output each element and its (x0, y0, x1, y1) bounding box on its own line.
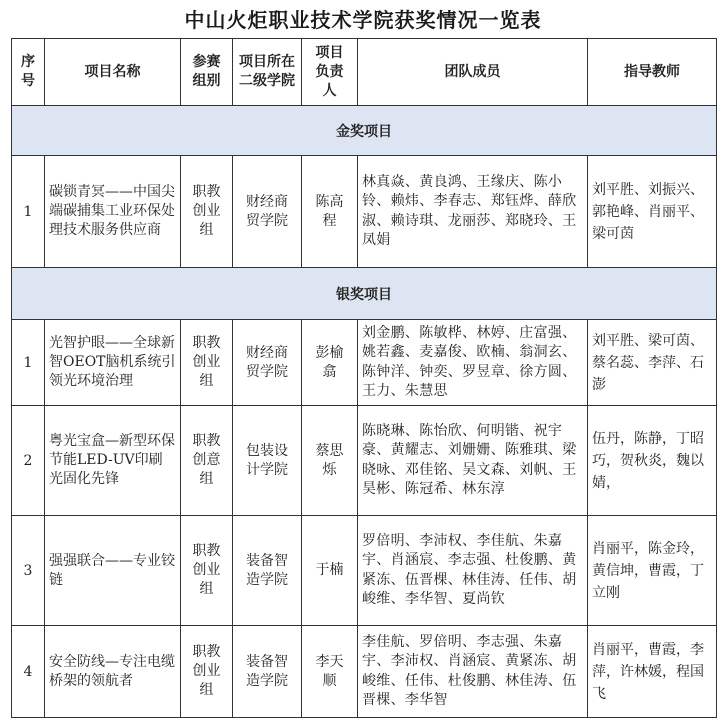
cell-project: 安全防线—专注电缆桥架的领航者 (45, 626, 181, 718)
cell-mentor: 肖丽平，陈金玲，黄信坤，曹霞，丁立刚 (588, 516, 717, 626)
table-row (12, 406, 717, 516)
cell-group: 职教创业组 (181, 516, 233, 626)
table-row (12, 516, 717, 626)
cell-members: 李佳航、罗倍明、李志强、朱嘉宇、李沛权、肖涵宸、黄紧冻、胡峻维、任伟、杜俊鹏、林佳涛、伍晋棵、李华智 (358, 626, 588, 718)
cell-group: 职教创业组 (181, 626, 233, 718)
awards-table (11, 38, 717, 718)
header-mentor: 指导教师 (588, 39, 717, 106)
cell-mentor: 刘平胜、刘振兴、郭艳峰、肖丽平、梁可茵 (588, 156, 717, 268)
cell-project: 粤光宝盒—新型环保节能LED-UV印刷光固化先锋 (45, 406, 181, 516)
header-leader: 项目负责人 (302, 39, 358, 106)
header-no: 序号 (12, 39, 45, 106)
cell-school: 财经商贸学院 (233, 320, 302, 406)
header-project: 项目名称 (45, 39, 181, 106)
cell-group: 职教创业组 (181, 156, 233, 268)
cell-school: 财经商贸学院 (233, 156, 302, 268)
table-row (12, 626, 717, 718)
table-row (12, 156, 717, 268)
section-gold (12, 106, 717, 156)
cell-project: 光智护眼——全球新智OEOT脑机系统引领光环境治理 (45, 320, 181, 406)
section-silver (12, 268, 717, 320)
cell-leader: 彭榆翕 (302, 320, 358, 406)
table-row (12, 320, 717, 406)
cell-leader: 李天顺 (302, 626, 358, 718)
cell-no: 1 (12, 320, 45, 406)
cell-school: 装备智造学院 (233, 516, 302, 626)
cell-members: 陈晓琳、陈怡欣、何明锴、祝宇豪、黄耀志、刘姗姗、陈雅琪、梁晓咏、邓佳铭、吴文森、刘帆、王昊彬、陈冠希、林东淳 (358, 406, 588, 516)
section-label: 银奖项目 (12, 268, 717, 320)
cell-members: 刘金鹏、陈敏桦、林婷、庄富强、姚若鑫、麦嘉俊、欧楠、翁洞玄、陈钟洋、钟奕、罗昱章、徐方圆、王力、朱慧思 (358, 320, 588, 406)
cell-mentor: 肖丽平，曹霞，李萍，许林媛，程国飞 (588, 626, 717, 718)
cell-mentor: 刘平胜、梁可茵、蔡名蕊、李萍、石澎 (588, 320, 717, 406)
cell-members: 林真焱、黄良鸿、王缘庆、陈小铃、赖炜、李春志、郑钰烨、薛欣淑、赖诗琪、龙丽莎、郑晓玲、王凤娟 (358, 156, 588, 268)
cell-members: 罗倍明、李沛权、李佳航、朱嘉宇、肖涵宸、李志强、杜俊鹏、黄紧冻、伍晋棵、林佳涛、任伟、胡峻维、李华智、夏尚钦 (358, 516, 588, 626)
cell-leader: 蔡思烁 (302, 406, 358, 516)
cell-project: 强强联合——专业铰链 (45, 516, 181, 626)
cell-no: 2 (12, 406, 45, 516)
page-title: 中山火炬职业技术学院获奖情况一览表 (184, 8, 542, 32)
cell-no: 3 (12, 516, 45, 626)
cell-mentor: 伍丹，陈静，丁昭巧，贺秋炎，魏以婧， (588, 406, 717, 516)
cell-school: 装备智造学院 (233, 626, 302, 718)
cell-group: 职教创业组 (181, 320, 233, 406)
header-group: 参赛组别 (181, 39, 233, 106)
header-school: 项目所在二级学院 (233, 39, 302, 106)
header-members: 团队成员 (358, 39, 588, 106)
cell-leader: 陈高程 (302, 156, 358, 268)
cell-school: 包装设计学院 (233, 406, 302, 516)
cell-project: 碳锁青冥——中国尖端碳捕集工业环保处理技术服务供应商 (45, 156, 181, 268)
cell-no: 1 (12, 156, 45, 268)
header-row (12, 39, 717, 106)
cell-group: 职教创意组 (181, 406, 233, 516)
cell-no: 4 (12, 626, 45, 718)
section-label: 金奖项目 (12, 106, 717, 156)
cell-leader: 于楠 (302, 516, 358, 626)
